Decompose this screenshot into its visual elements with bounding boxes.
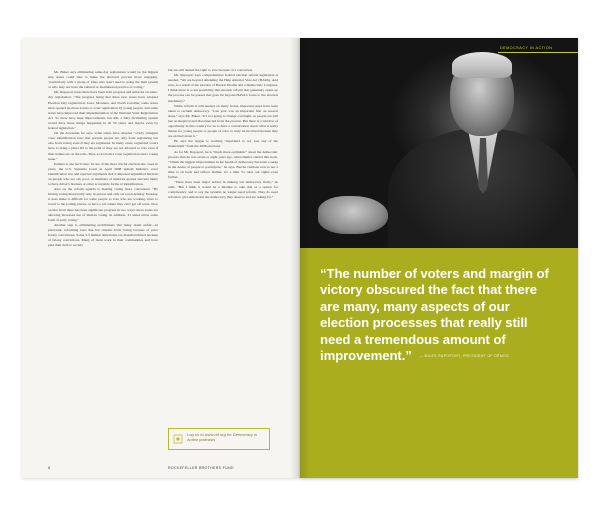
text-column-2	[168, 68, 278, 200]
portrait-photo	[300, 38, 578, 248]
paragraph: Indiana is one such state. In one of the most crucial election-law cases in years, the U.S. Supreme Court in April 2008 upheld Indiana's voter identification law and rejected arguments that it imposed unjustified burdens on people who are old, poor, or members of minority groups and less likely to have driver's licenses or other acceptable forms of identification.	[48, 161, 158, 187]
page-number: 8	[48, 466, 51, 470]
paragraph: Also on the reform agenda is making voting more convenient. "By having voting historically only in person and only on a non-holiday Tuesday, it does make it difficult for some people to vote who are working, have to travel to the polling places, or have a job where they can't get off work. Now on that front there has been significant progress in two ways: more states are allowing increased use of mail-in voting. In addition, 31 states allow some form of early voting."	[48, 187, 158, 222]
podcast-icon	[173, 434, 183, 444]
paragraph: Mr. Baker says eliminating same-day registration would be the biggest step states could take to make the electoral process more engaging, "particularly with a group of folks who aren't used to using the mail system or who may not have the cultural or institutional practice of voting."	[48, 70, 158, 90]
section-label: DEMOCRACY IN ACTION	[500, 46, 553, 50]
paragraph: "There have been major strides in making our democracy lively," he adds. "But I think it would be a mistake to take that as a reason for complacency and to say the systems no longer need reform. They do need reform to give Americans the democracy they deserve and are asking for."	[168, 180, 278, 200]
paragraph: Another step is eliminating prohibitions that many deem unfair—in particular, reforming laws that bar citizens from voting because of prior felony convictions. Some 5.3 million Americans are disenfranchised because of felony convictions. Many of them work in their communities and have paid their debt to society	[48, 222, 158, 248]
footer-organization: ROCKEFELLER BROTHERS FUND	[168, 466, 234, 470]
right-page	[300, 38, 578, 478]
podcast-sidebar	[168, 428, 270, 450]
pull-quote-text: “The number of voters and margin of victory obscured the fact that there are many, many aspects of our election processes that really still need a tremendous amount of improvement.”	[320, 266, 549, 364]
paragraph: He says the league is working "superhard to not lose any of the momentum" from the 2008 elections.	[168, 139, 278, 149]
podcast-link-text[interactable]: Log on to www.rbf.org for Democracy in Action podcasts	[187, 432, 258, 442]
pull-quote	[320, 266, 558, 365]
quote-attribution: — MILES RAPOPORT, PRESIDENT OF DĒMOS	[419, 354, 509, 359]
paragraph: While reform is still needed on many fronts, important steps have been taken to reclaim democracy. "Last year was an important first on several steps," says Mr. Baker. "It's not going to change overnight, as people are still just as skeptical and disconnected from the process. But there is a window of opportunity in this country for us to have a conversation about what it really means for young people or people of color to truly be involved because they are excited about it."	[168, 103, 278, 139]
paragraph: As for Mr. Rapoport, he is "much more optimistic" about the democratic process than he was seven or eight years ago, when Demos started this work. "I think the biggest improvement in the health of democracy has been a surge in the desire of people to participate," he says. But he cautions now is not a time to sit back and reflect. Rather, it's a time "to raise our sights even further.	[168, 149, 278, 179]
pull-quote-panel	[300, 248, 578, 478]
text-column-1	[48, 70, 158, 248]
paragraph: Mr. Rapoport says comprehensive federal election reform legislation is needed. "We are beyond amending the Help America Vote Act (HAVA). And now, as a result of the election of Barack Obama and a Democratic Congress, I think there is a real possibility that election reform that genuinely opens up the process can be passed that goes far beyond HAVA's focus to the election machinery."	[168, 73, 278, 103]
left-page	[22, 38, 300, 478]
paragraph: but are still denied the right to vote because of a conviction.	[168, 68, 253, 72]
photo-figure-hands	[318, 196, 388, 234]
magazine-spread	[22, 38, 578, 478]
photo-figure-hair	[452, 52, 512, 78]
section-rule	[498, 52, 578, 53]
paragraph: On the downside, he says, some states have adopted "overly stringent voter identification laws that prevent people not only from registering but also from voting even if they are registered. In many cases, registered voters have to bring a photo ID to the polls or they are not allowed to vote even if their names are on the rolls. That, as it's both a voter registration and a voting issue."	[48, 131, 158, 161]
paragraph: Mr. Rapoport notes there have been both progress and setbacks on same-day registration. "The progress being that three new states have adopted Election Day registration: Iowa, Montana, and North Carolina; some states have opened up more access to voter registration by young people, and some states have improved their implementation of the National Voter Registration Act. So there have been improvements, but still, a fully facilitating system would have those things happening in all 50 states and maybe even by federal legislation."	[48, 90, 158, 131]
